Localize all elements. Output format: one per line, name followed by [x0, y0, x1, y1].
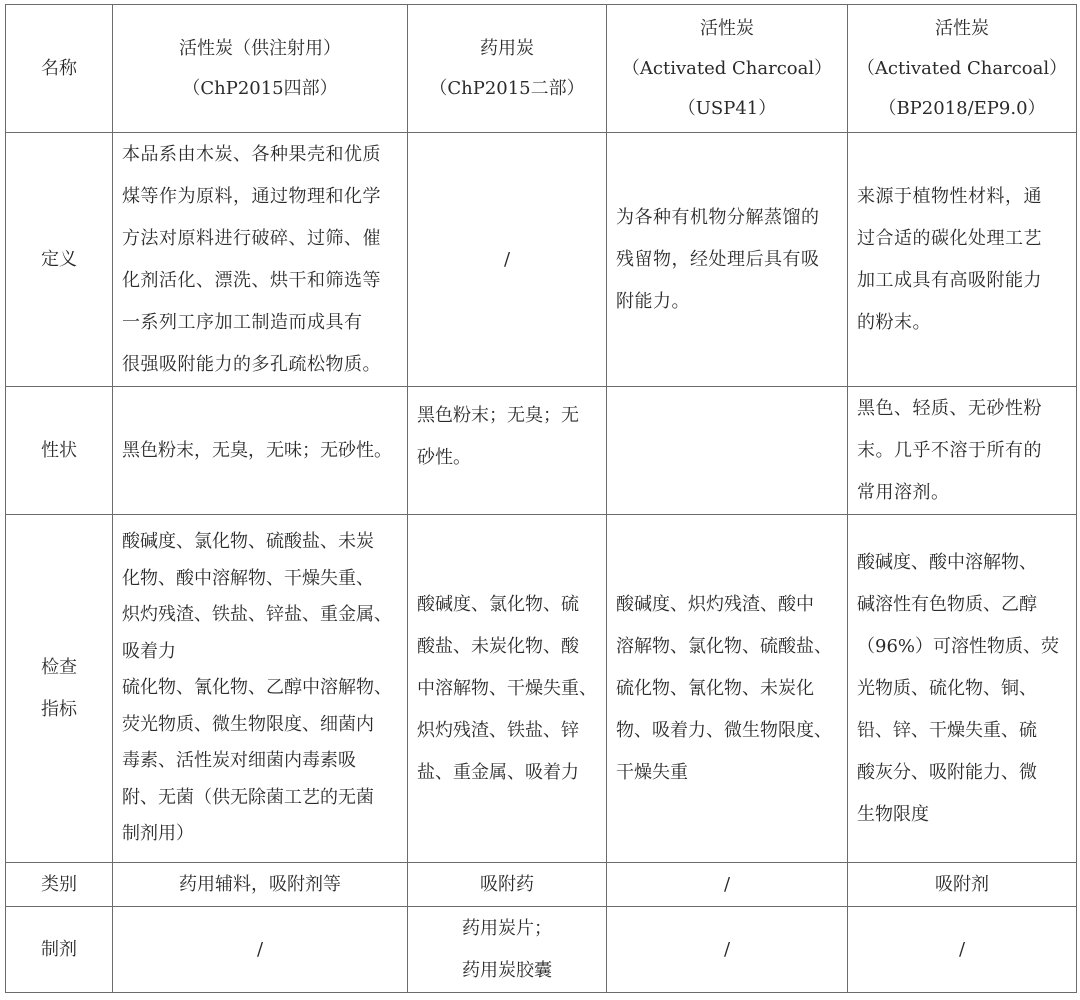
- definition-col-4: [848, 133, 1077, 387]
- cell-line: 盐、重金属、吸着力: [417, 761, 579, 783]
- header-label-cell: [6, 5, 113, 133]
- cell-line: 方法对原料进行破碎、过筛、催: [122, 227, 381, 249]
- cell-line: 一系列工序加工制造而成具有: [122, 311, 363, 333]
- header-line: （ChP2015二部）: [429, 77, 585, 99]
- row-label: 指标: [41, 698, 77, 720]
- tests-col-2: [408, 515, 607, 863]
- cell-line: 毒素、活性炭对细菌内毒素吸: [122, 750, 356, 772]
- preparation-col-3: [607, 907, 848, 993]
- appearance-col-3: [607, 387, 848, 515]
- cell-line: 吸附药: [480, 873, 534, 895]
- category-col-2: [408, 863, 607, 907]
- cell-line: 附、无菌（供无除菌工艺的无菌: [122, 786, 374, 808]
- row-label-category: [6, 863, 113, 907]
- preparation-row: [6, 907, 1077, 993]
- preparation-col-2: [408, 907, 607, 993]
- category-col-4: [848, 863, 1077, 907]
- cell-line: /: [256, 938, 264, 960]
- header-col-4: [848, 5, 1077, 133]
- cell-line: 药用炭胶囊: [462, 959, 552, 981]
- cell-line: 炽灼残渣、铁盐、锌盐、重金属、: [122, 604, 392, 626]
- header-col-2: [408, 5, 607, 133]
- cell-line: 炽灼残渣、铁盐、锌: [417, 719, 579, 741]
- cell-line: 酸灰分、吸附能力、微: [857, 761, 1037, 783]
- cell-line: 常用溶剂。: [857, 481, 950, 503]
- cell-line: 生物限度: [857, 803, 929, 825]
- cell-line: 吸着力: [122, 640, 176, 662]
- definition-row: [6, 133, 1077, 387]
- cell-line: 铅、锌、干燥失重、硫: [857, 719, 1037, 741]
- cell-line: /: [503, 248, 511, 270]
- cell-line: （96%）可溶性物质、荧: [857, 635, 1060, 657]
- cell-line: 的粉末。: [857, 311, 931, 333]
- header-col-3: [607, 5, 848, 133]
- cell-line: 硫化物、氰化物、乙醇中溶解物、: [122, 677, 392, 699]
- category-col-3: [607, 863, 848, 907]
- cell-line: 酸碱度、氯化物、硫: [417, 593, 579, 615]
- cell-line: 碱溶性有色物质、乙醇: [857, 593, 1037, 615]
- cell-line: /: [723, 938, 731, 960]
- header-line: 药用炭: [480, 37, 534, 59]
- preparation-col-1: [113, 907, 408, 993]
- cell-line: 吸附剂: [935, 873, 989, 895]
- cell-line: 残留物，经处理后具有吸: [616, 248, 820, 270]
- header-line: （USP41）: [677, 97, 777, 119]
- cell-line: 药用炭片；: [462, 917, 552, 939]
- cell-line: 附能力。: [616, 290, 690, 312]
- cell-line: 来源于植物性材料，通: [857, 185, 1042, 207]
- header-line: 活性炭: [935, 17, 989, 39]
- cell-line: 化剂活化、漂洗、烘干和筛选等: [122, 269, 381, 291]
- header-row: [6, 5, 1077, 133]
- cell-line: 酸盐、未炭化物、酸: [417, 635, 579, 657]
- cell-line: 加工成具有高吸附能力: [857, 269, 1042, 291]
- tests-col-1: [113, 515, 408, 863]
- header-col-1: [113, 5, 408, 133]
- definition-col-3: [607, 133, 848, 387]
- definition-col-1: [113, 133, 408, 387]
- cell-line: 中溶解物、干燥失重、: [417, 677, 597, 699]
- row-label: 制剂: [41, 938, 77, 960]
- cell-line: 黑色、轻质、无砂性粉: [857, 397, 1042, 419]
- cell-line: 制剂用）: [122, 823, 194, 845]
- cell-line: 酸碱度、炽灼残渣、酸中: [616, 593, 814, 615]
- cell-line: 砂性。: [417, 447, 471, 468]
- cell-line: /: [958, 938, 966, 960]
- cell-line: 酸碱度、酸中溶解物、: [857, 551, 1037, 573]
- cell-line: 煤等作为原料，通过物理和化学: [122, 185, 381, 207]
- header-line: 活性炭: [700, 17, 754, 39]
- appearance-col-1: [113, 387, 408, 515]
- cell-line: 化物、酸中溶解物、干燥失重、: [122, 567, 374, 589]
- cell-line: 本品系由木炭、各种果壳和优质: [122, 143, 381, 165]
- header-line: 活性炭（供注射用）: [179, 37, 341, 59]
- cell-line: 荧光物质、微生物限度、细菌内: [122, 713, 374, 735]
- tests-col-3: [607, 515, 848, 863]
- row-label-tests: [6, 515, 113, 863]
- cell-line: 黑色粉末，无臭，无味；无砂性。: [122, 439, 392, 461]
- preparation-col-4: [848, 907, 1077, 993]
- row-label-appearance: [6, 387, 113, 515]
- tests-col-4: [848, 515, 1077, 863]
- appearance-col-2: [408, 387, 607, 515]
- tests-row: [6, 515, 1077, 863]
- cell-line: 硫化物、氰化物、未炭化: [616, 677, 814, 699]
- row-label: 类别: [41, 873, 77, 895]
- row-label: 检查: [41, 656, 77, 678]
- row-label-preparation: [6, 907, 113, 993]
- appearance-row: [6, 387, 1077, 515]
- cell-line: 光物质、硫化物、铜、: [857, 677, 1037, 699]
- comparison-table: [5, 4, 1077, 993]
- header-line: （Activated Charcoal）: [621, 57, 833, 79]
- row-label-definition: [6, 133, 113, 387]
- cell-line: 物、吸着力、微生物限度、: [616, 719, 832, 741]
- header-label: 名称: [41, 57, 77, 79]
- cell-line: 药用辅料，吸附剂等: [179, 873, 341, 895]
- row-label: 性状: [41, 439, 77, 461]
- cell-line: 干燥失重: [616, 761, 688, 783]
- header-line: （BP2018/EP9.0）: [878, 97, 1046, 119]
- cell-line: 黑色粉末；无臭；无: [417, 405, 579, 426]
- cell-line: 酸碱度、氯化物、硫酸盐、未炭: [122, 531, 374, 553]
- header-line: （Activated Charcoal）: [856, 57, 1068, 79]
- category-row: [6, 863, 1077, 907]
- category-col-1: [113, 863, 408, 907]
- cell-line: 过合适的碳化处理工艺: [857, 227, 1042, 249]
- appearance-col-4: [848, 387, 1077, 515]
- header-line: （ChP2015四部）: [182, 77, 338, 99]
- cell-line: 溶解物、氯化物、硫酸盐、: [616, 635, 832, 657]
- row-label: 定义: [41, 248, 77, 270]
- cell-line: /: [723, 873, 731, 895]
- cell-line: 很强吸附能力的多孔疏松物质。: [122, 353, 381, 375]
- cell-line: 末。几乎不溶于所有的: [857, 439, 1042, 461]
- definition-col-2: [408, 133, 607, 387]
- cell-line: 为各种有机物分解蒸馏的: [616, 206, 820, 228]
